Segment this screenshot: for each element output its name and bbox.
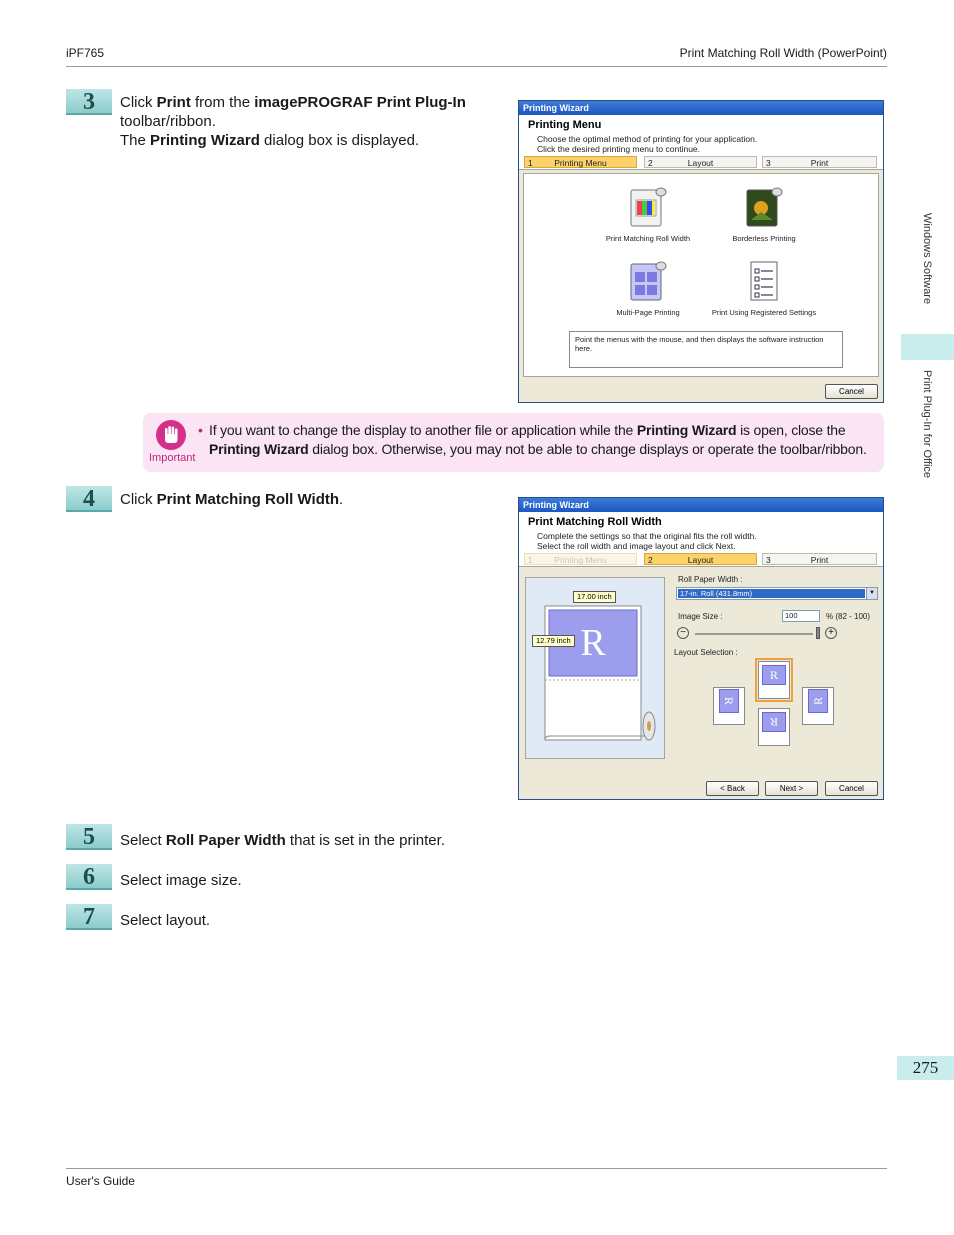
printing-wizard-dialog-menu bbox=[518, 100, 884, 403]
menu-multi-page-printing[interactable]: Multi-Page Printing bbox=[588, 260, 708, 317]
step-7-text: Select layout. bbox=[120, 912, 211, 929]
dialog-title-bar: Printing Wizard bbox=[519, 101, 883, 115]
step-5-badge: 5 bbox=[66, 824, 112, 850]
important-text: If you want to change the display to another file or application while the Printing Wizard is open, close the Printing Wizard dialog box. Otherwise, you may not be able to change displays or operate the toolbar/ribbon. bbox=[209, 422, 867, 457]
dialog-heading: Printing Menu bbox=[528, 119, 602, 131]
hand-stop-icon bbox=[156, 420, 186, 450]
roll-paper-icon bbox=[625, 186, 671, 230]
cancel-button[interactable]: Cancel bbox=[825, 384, 878, 399]
side-section-tab bbox=[901, 334, 954, 360]
checklist-document-icon bbox=[741, 260, 787, 304]
layout-preview bbox=[525, 577, 665, 759]
step-4-badge: 4 bbox=[66, 486, 112, 512]
zoom-out-icon[interactable]: − bbox=[677, 627, 689, 639]
dialog-header bbox=[519, 512, 883, 567]
wizard-step-print: 3 Print bbox=[762, 156, 877, 168]
borderless-photo-icon bbox=[741, 186, 787, 230]
roll-paper-width-label: Roll Paper Width : bbox=[678, 575, 743, 584]
step-7-badge: 7 bbox=[66, 904, 112, 930]
header-rule bbox=[66, 66, 887, 67]
layout-selection-label: Layout Selection : bbox=[674, 648, 738, 657]
layout-option-left[interactable]: R bbox=[713, 687, 745, 725]
zoom-in-icon[interactable]: + bbox=[825, 627, 837, 639]
wizard-step-layout: 2 Layout bbox=[644, 156, 757, 168]
side-section-label: Windows Software bbox=[921, 213, 933, 305]
layout-option-bottom[interactable]: R bbox=[758, 708, 790, 746]
menu-print-matching-roll-width[interactable]: Print Matching Roll Width bbox=[588, 186, 708, 243]
dialog-instructions: Choose the optimal method of printing for your application. Click the desired printing menu to continue. bbox=[537, 134, 758, 154]
step-6-text: Select image size. bbox=[120, 872, 242, 889]
menu-borderless-printing[interactable]: Borderless Printing bbox=[704, 186, 824, 243]
back-button[interactable]: < Back bbox=[706, 781, 759, 796]
footer-rule bbox=[66, 1168, 887, 1169]
important-label: Important bbox=[149, 452, 196, 464]
page-number: 275 bbox=[897, 1056, 954, 1080]
next-button[interactable]: Next > bbox=[765, 781, 818, 796]
chevron-down-icon[interactable]: ▼ bbox=[866, 588, 877, 599]
step-6-badge: 6 bbox=[66, 864, 112, 890]
multi-page-icon bbox=[625, 260, 671, 304]
image-size-range: % (82 - 100) bbox=[826, 612, 871, 621]
step-3-text: Click Print from the imagePROGRAF Print Plug-In toolbar/ribbon. The Printing Wizard dialog box is displayed. bbox=[120, 94, 466, 149]
header-section-title: Print Matching Roll Width (PowerPoint) bbox=[679, 46, 887, 60]
preview-letter: R bbox=[580, 622, 606, 664]
step-5-text: Select Roll Paper Width that is set in the printer. bbox=[120, 832, 445, 849]
wizard-step-printing-menu: 1 Printing Menu bbox=[524, 156, 637, 168]
layout-option-right[interactable]: R bbox=[802, 687, 834, 725]
roll-paper-width-select[interactable]: 17-in. Roll (431.8mm) ▼ bbox=[676, 587, 878, 600]
footer-guide-name: User's Guide bbox=[66, 1174, 135, 1188]
image-size-slider[interactable] bbox=[695, 633, 813, 635]
wizard-step-printing-menu: 1 Printing Menu bbox=[524, 553, 637, 565]
dialog-instructions: Complete the settings so that the original fits the roll width. Select the roll width and image layout and click Next. bbox=[537, 531, 757, 551]
layout-option-top[interactable]: R bbox=[758, 661, 790, 699]
important-bullet: • bbox=[198, 422, 203, 438]
dialog-title-bar: Printing Wizard bbox=[519, 498, 883, 512]
software-instruction-box: Point the menus with the mouse, and then displays the software instruction here. bbox=[569, 331, 843, 368]
height-dimension-label: 12.79 inch bbox=[532, 635, 575, 647]
dialog-menu-body bbox=[523, 173, 879, 377]
wizard-step-layout: 2 Layout bbox=[644, 553, 757, 565]
dialog-heading: Print Matching Roll Width bbox=[528, 516, 662, 528]
step-4-text: Click Print Matching Roll Width. bbox=[120, 491, 344, 508]
menu-print-registered-settings[interactable]: Print Using Registered Settings bbox=[704, 260, 824, 317]
header-model: iPF765 bbox=[66, 46, 105, 60]
image-size-label: Image Size : bbox=[678, 612, 723, 621]
printing-wizard-dialog-layout bbox=[518, 497, 884, 800]
image-size-input[interactable]: 100 bbox=[782, 610, 820, 622]
cancel-button[interactable]: Cancel bbox=[825, 781, 878, 796]
width-dimension-label: 17.00 inch bbox=[573, 591, 616, 603]
side-subsection-label: Print Plug-In for Office bbox=[921, 370, 933, 479]
important-note bbox=[143, 413, 884, 472]
image-size-slider-thumb[interactable] bbox=[816, 627, 820, 639]
wizard-step-print: 3 Print bbox=[762, 553, 877, 565]
dialog-header bbox=[519, 115, 883, 170]
step-3-badge: 3 bbox=[66, 89, 112, 115]
